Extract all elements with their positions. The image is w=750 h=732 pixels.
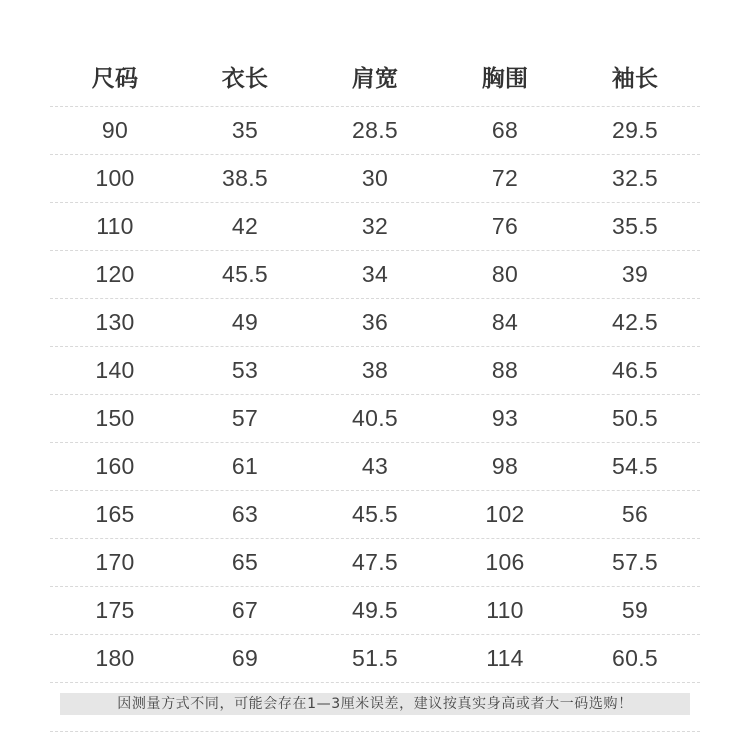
table-row xyxy=(50,395,700,443)
cell-sleeve: 29.5 xyxy=(612,117,658,143)
cell-length: 35 xyxy=(231,117,259,143)
header-shoulder: 肩宽 xyxy=(351,66,399,92)
measurement-note: 因测量方式不同，可能会存在1—3厘米误差，建议按真实身高或者大一码选购！ xyxy=(60,693,690,715)
table-row xyxy=(50,443,700,491)
cell-size: 130 xyxy=(95,309,135,335)
cell-chest: 72 xyxy=(491,165,519,191)
cell-sleeve: 59 xyxy=(621,597,649,623)
cell-chest: 98 xyxy=(491,453,519,479)
table-row xyxy=(50,539,700,587)
cell-size: 165 xyxy=(95,501,135,527)
cell-shoulder: 28.5 xyxy=(352,117,398,143)
cell-length: 57 xyxy=(231,405,259,431)
header-size: 尺码 xyxy=(91,66,139,92)
cell-shoulder: 47.5 xyxy=(352,549,398,575)
cell-length: 53 xyxy=(231,357,259,383)
table-body xyxy=(50,107,700,683)
cell-sleeve: 46.5 xyxy=(612,357,658,383)
cell-shoulder: 38 xyxy=(361,357,389,383)
cell-sleeve: 42.5 xyxy=(612,309,658,335)
cell-size: 175 xyxy=(95,597,135,623)
cell-chest: 68 xyxy=(491,117,519,143)
table-row xyxy=(50,251,700,299)
cell-shoulder: 51.5 xyxy=(352,645,398,671)
cell-length: 42 xyxy=(231,213,259,239)
cell-chest: 106 xyxy=(485,549,525,575)
cell-chest: 102 xyxy=(485,501,525,527)
cell-size: 90 xyxy=(101,117,129,143)
cell-size: 140 xyxy=(95,357,135,383)
cell-size: 100 xyxy=(95,165,135,191)
table-row xyxy=(50,587,700,635)
cell-sleeve: 50.5 xyxy=(612,405,658,431)
header-length: 衣长 xyxy=(221,66,269,92)
table-row xyxy=(50,347,700,395)
cell-length: 49 xyxy=(231,309,259,335)
cell-shoulder: 32 xyxy=(361,213,389,239)
cell-size: 110 xyxy=(96,213,134,239)
cell-sleeve: 54.5 xyxy=(612,453,658,479)
cell-shoulder: 40.5 xyxy=(352,405,398,431)
cell-sleeve: 56 xyxy=(621,501,649,527)
cell-size: 180 xyxy=(95,645,135,671)
cell-length: 38.5 xyxy=(222,165,268,191)
cell-length: 45.5 xyxy=(222,261,268,287)
cell-sleeve: 32.5 xyxy=(612,165,658,191)
cell-length: 67 xyxy=(231,597,259,623)
cell-sleeve: 35.5 xyxy=(612,213,658,239)
note-section xyxy=(50,683,700,732)
cell-chest: 80 xyxy=(491,261,519,287)
cell-chest: 88 xyxy=(491,357,519,383)
cell-length: 63 xyxy=(231,501,259,527)
cell-shoulder: 36 xyxy=(361,309,389,335)
cell-shoulder: 43 xyxy=(361,453,389,479)
table-row xyxy=(50,491,700,539)
header-sleeve: 袖长 xyxy=(611,66,659,92)
cell-sleeve: 57.5 xyxy=(612,549,658,575)
cell-chest: 84 xyxy=(491,309,519,335)
cell-chest: 110 xyxy=(486,597,524,623)
cell-shoulder: 45.5 xyxy=(352,501,398,527)
table-row xyxy=(50,203,700,251)
cell-size: 170 xyxy=(95,549,135,575)
table-row xyxy=(50,107,700,155)
table-row xyxy=(50,635,700,683)
cell-shoulder: 34 xyxy=(361,261,389,287)
cell-sleeve: 39 xyxy=(621,261,649,287)
table-row xyxy=(50,155,700,203)
cell-length: 65 xyxy=(231,549,259,575)
cell-sleeve: 60.5 xyxy=(612,645,658,671)
cell-length: 69 xyxy=(231,645,259,671)
cell-size: 150 xyxy=(95,405,135,431)
size-chart-table xyxy=(50,47,700,683)
cell-chest: 76 xyxy=(491,213,519,239)
cell-chest: 114 xyxy=(486,645,524,671)
table-header-row xyxy=(50,47,700,107)
cell-length: 61 xyxy=(231,453,259,479)
cell-size: 160 xyxy=(95,453,135,479)
table-row xyxy=(50,299,700,347)
header-chest: 胸围 xyxy=(481,66,529,92)
cell-shoulder: 30 xyxy=(361,165,389,191)
cell-shoulder: 49.5 xyxy=(352,597,398,623)
cell-chest: 93 xyxy=(491,405,519,431)
cell-size: 120 xyxy=(95,261,135,287)
